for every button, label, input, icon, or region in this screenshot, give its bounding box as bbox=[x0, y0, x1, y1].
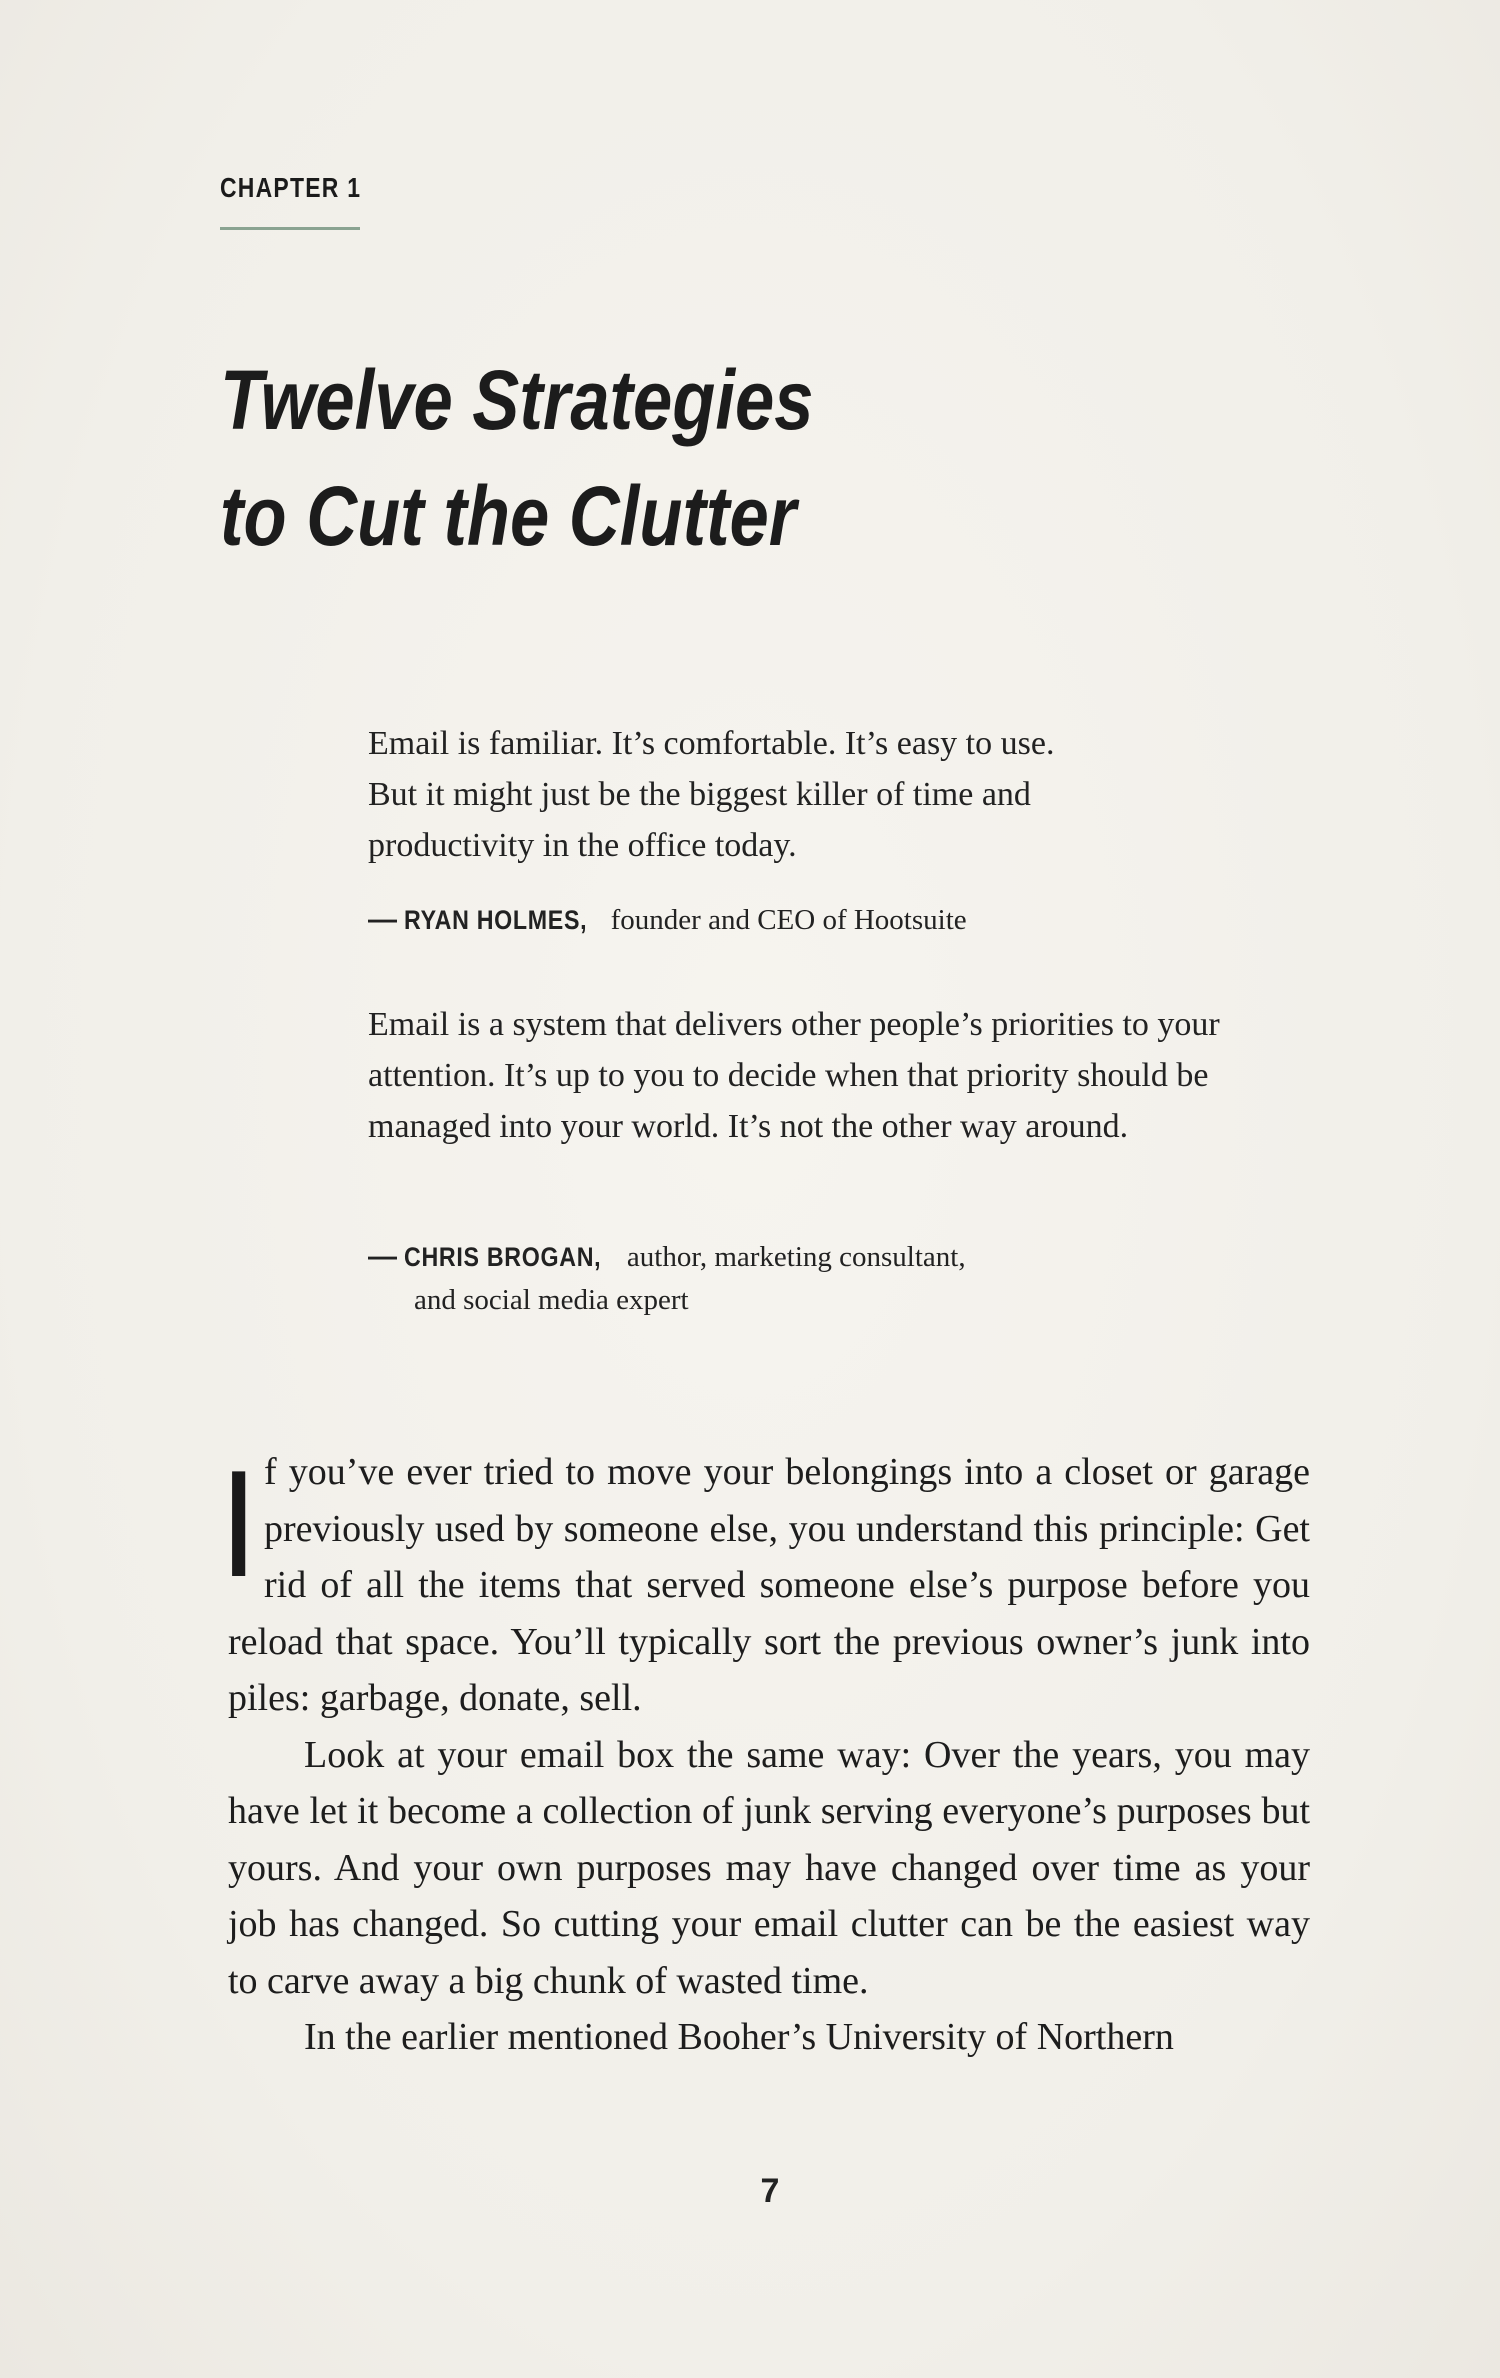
chapter-rule-divider bbox=[220, 227, 360, 230]
attribution-name: RYAN HOLMES, bbox=[404, 905, 588, 935]
chapter-title-line-2: to Cut the Clutter bbox=[220, 469, 797, 563]
epigraph-attribution-2 bbox=[368, 1236, 966, 1322]
attribution-dash: — bbox=[368, 904, 397, 936]
chapter-title bbox=[220, 342, 813, 574]
epigraph-quote-1: Email is familiar. It’s comfortable. It’s easy to use. But it might just be the biggest killer of time and productivity in the office today. bbox=[368, 725, 1055, 864]
attribution-name: CHRIS BROGAN, bbox=[404, 1242, 602, 1272]
body-paragraph-3: In the earlier mentioned Booher’s University of Northern bbox=[304, 2016, 1174, 2058]
body-paragraph-1 bbox=[226, 1439, 1310, 1727]
page-number: 7 bbox=[760, 2172, 780, 2210]
attribution-dash: — bbox=[368, 1241, 397, 1273]
body-paragraph-1-text: f you’ve ever tried to move your belongings into a closet or garage previously used by someone else, you understand this principle: Get rid of all the items that served someone else’s purpose before you reload that space. You’ll typically sort the previous owner’s junk into piles: garbage, donate, sell. bbox=[228, 1451, 1310, 1719]
body-paragraph-2: Look at your email box the same way: Over the years, you may have let it become a collection of junk serving everyone’s purposes but yours. And your own purposes may have changed over time as your job has changed. So cutting your email clutter can be the easiest way to carve away a big chunk of wasted time. bbox=[228, 1733, 1310, 2002]
attribution-role-continued: and social media expert bbox=[414, 1284, 689, 1316]
body-text bbox=[226, 1439, 1310, 2066]
chapter-label: CHAPTER 1 bbox=[220, 172, 362, 203]
attribution-role: founder and CEO of Hootsuite bbox=[610, 904, 967, 936]
attribution-role: author, marketing consultant, bbox=[626, 1241, 966, 1273]
epigraph-quote-2: Email is a system that delivers other people’s priorities to your attention. It’s up to you to decide when that priority should be managed into your world. It’s not the other way around. bbox=[368, 1006, 1220, 1145]
drop-cap: I bbox=[226, 1439, 252, 1609]
chapter-title-line-1: Twelve Strategies bbox=[220, 353, 814, 447]
epigraph-attribution-1 bbox=[368, 899, 967, 942]
